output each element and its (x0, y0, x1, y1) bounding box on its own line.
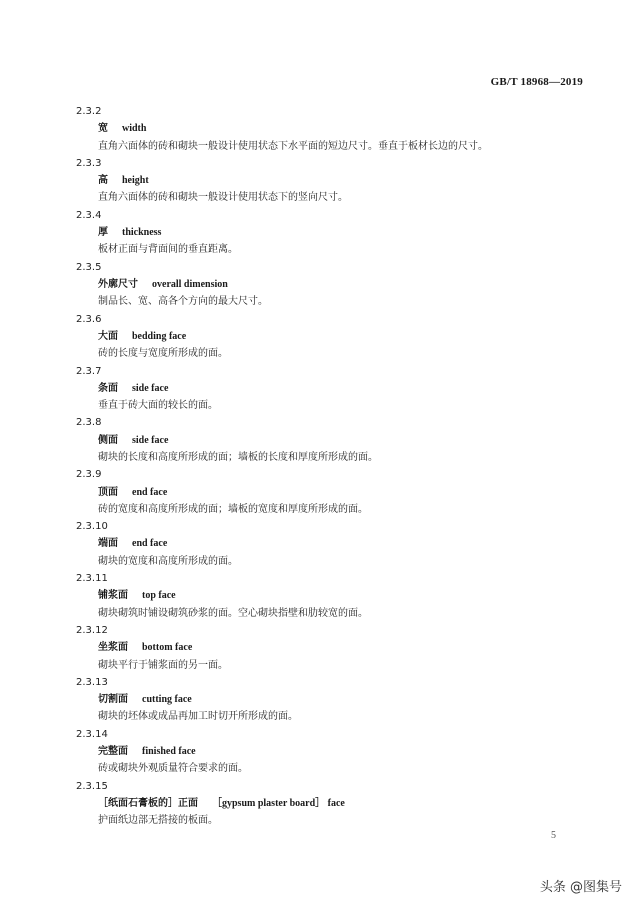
term-english: cutting face (142, 694, 192, 706)
term-number: 2.3.5 (76, 261, 102, 273)
term-definition: 直角六面体的砖和砌块一般设计使用状态下水平面的短边尺寸。垂直于板材长边的尺寸。 (98, 140, 488, 152)
term-definition: 垂直于砖大面的较长的面。 (98, 400, 218, 412)
term-chinese: ［纸面石膏板的］正面 (98, 797, 198, 809)
term-definition: 制品长、宽、高各个方向的最大尺寸。 (98, 296, 268, 308)
term-heading (98, 276, 228, 293)
term-heading (98, 380, 168, 397)
term-number: 2.3.11 (76, 573, 108, 585)
term-definition: 砌块的宽度和高度所形成的面。 (98, 555, 238, 567)
term-heading (98, 120, 146, 137)
term-english: end face (132, 486, 168, 498)
term-number: 2.3.6 (76, 313, 102, 325)
term-heading (98, 691, 192, 708)
term-heading (98, 432, 168, 449)
term-definition: 砌块的长度和高度所形成的面；墙板的长度和厚度所形成的面。 (98, 451, 378, 463)
term-chinese: 高 (98, 175, 108, 187)
term-chinese: 完整面 (98, 746, 128, 758)
term-chinese: 侧面 (98, 434, 118, 446)
term-english: height (122, 175, 149, 187)
term-heading (98, 743, 196, 760)
term-chinese: 条面 (98, 382, 118, 394)
term-english: thickness (122, 227, 162, 239)
term-chinese: 端面 (98, 538, 118, 550)
term-heading (98, 535, 167, 552)
term-definition: 砌块的坯体或成品再加工时切开所形成的面。 (98, 711, 298, 723)
term-english: ［gypsum plaster board］ face (212, 797, 345, 809)
term-chinese: 宽 (98, 123, 108, 135)
term-definition: 砖的宽度和高度所形成的面；墙板的宽度和厚度所形成的面。 (98, 503, 368, 515)
term-english: end face (132, 538, 168, 550)
watermark (540, 876, 622, 895)
term-definition: 砌块平行于铺浆面的另一面。 (98, 659, 228, 671)
term-definition: 护面纸边部无搭接的板面。 (98, 815, 218, 827)
term-heading (98, 172, 149, 189)
term-definition: 板材正面与背面间的垂直距离。 (98, 244, 238, 256)
term-english: bottom face (142, 642, 193, 654)
term-number: 2.3.7 (76, 365, 102, 377)
term-chinese: 铺浆面 (98, 590, 128, 602)
term-number: 2.3.14 (76, 728, 108, 740)
term-chinese: 切割面 (98, 694, 128, 706)
term-english: finished face (142, 746, 196, 758)
term-number: 2.3.4 (76, 209, 102, 221)
term-definition: 砖或砌块外观质量符合要求的面。 (98, 763, 248, 775)
term-heading (98, 639, 192, 656)
term-english: width (122, 123, 147, 135)
page-number: 5 (551, 830, 556, 841)
term-number: 2.3.13 (76, 676, 108, 688)
term-english: side face (132, 434, 169, 446)
term-number: 2.3.8 (76, 417, 102, 429)
term-number: 2.3.9 (76, 469, 102, 481)
term-definition: 砖的长度与宽度所形成的面。 (98, 348, 228, 360)
term-english: overall dimension (152, 278, 228, 290)
term-chinese: 外廓尺寸 (98, 278, 138, 290)
term-number: 2.3.12 (76, 625, 108, 636)
term-chinese: 坐浆面 (98, 642, 128, 654)
term-heading (98, 587, 176, 604)
term-number: 2.3.10 (76, 521, 108, 533)
term-heading (98, 224, 161, 241)
term-english: top face (142, 590, 176, 602)
term-heading (98, 328, 186, 345)
term-heading (98, 795, 345, 812)
watermark-text: 头条 @图集号 (539, 880, 622, 895)
term-chinese: 大面 (98, 330, 118, 342)
term-definition: 砌块砌筑时铺设砌筑砂浆的面。空心砌块指壁和肋较宽的面。 (98, 607, 368, 619)
term-english: side face (132, 382, 169, 394)
standard-code: GB/T 18968—2019 (490, 76, 583, 88)
term-chinese: 顶面 (98, 486, 118, 498)
term-heading (98, 484, 167, 501)
term-definition: 直角六面体的砖和砌块一般设计使用状态下的竖向尺寸。 (98, 192, 348, 204)
term-number: 2.3.3 (76, 157, 102, 169)
term-number: 2.3.15 (76, 780, 108, 792)
term-english: bedding face (132, 330, 187, 342)
term-number: 2.3.2 (76, 106, 102, 117)
term-chinese: 厚 (98, 227, 108, 239)
